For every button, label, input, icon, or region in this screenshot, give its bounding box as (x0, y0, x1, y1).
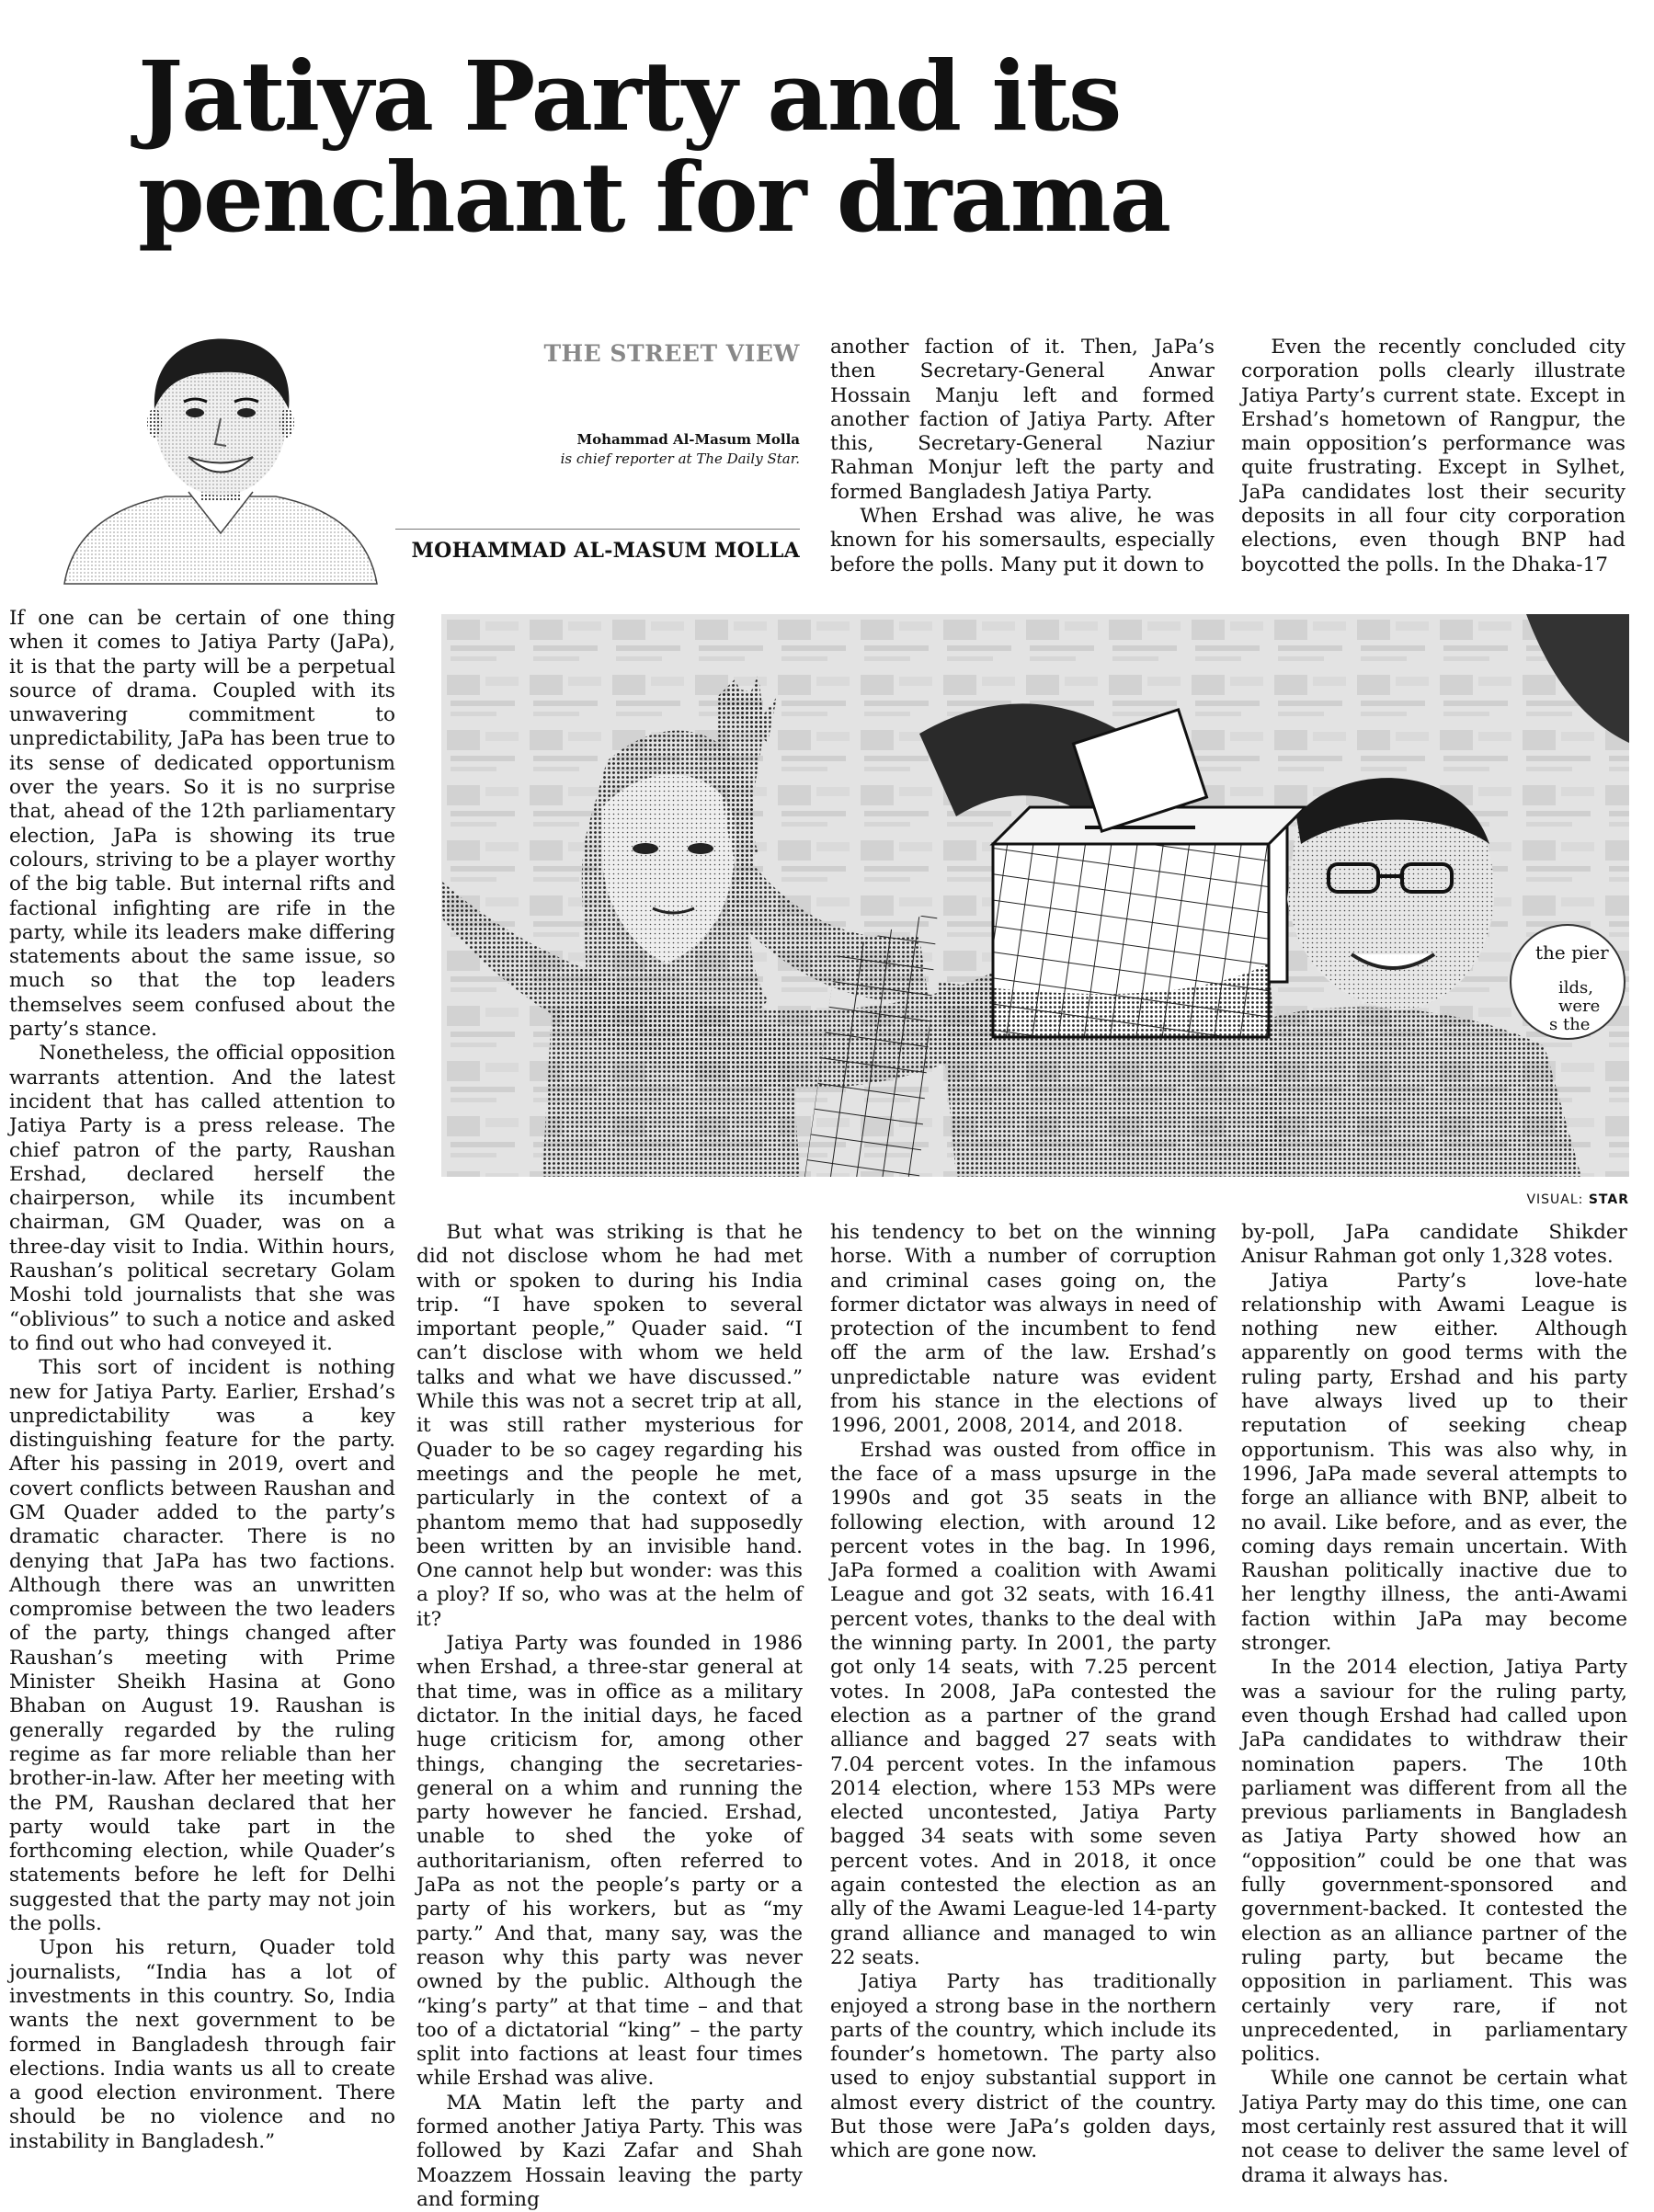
paragraph: While one cannot be certain what Jatiya Party may do this time, one can most certainly rest assured that it will not cease to deliver the same level of drama it always has. (1241, 2067, 1627, 2187)
paragraph: Ershad was ousted from office in the face of a mass upsurge in the 1990s and got 35 seats in the following election, with around 12 percent votes in the bag. In 1996, JaPa formed a coalition with Awami League and got 32 seats, with 16.41 percent votes, thanks to the deal with the winning party. In 2001, the party got only 14 seats, with 7.25 percent votes. In 2008, JaPa contested the election as a partner of the grand alliance and bagged 27 seats with 7.04 percent votes. In the infamous 2014 election, where 153 MPs were elected uncontested, Jatiya Party bagged 34 seats with some seven percent votes. And in 2018, it once again contested the election as an ally of the Awami League-led 14-party grand alliance and managed to win 22 seats. (830, 1438, 1216, 1969)
illustration (441, 614, 1629, 1177)
column-name: THE STREET VIEW (543, 340, 800, 367)
paragraph: If one can be certain of one thing when it comes to Jatiya Party (JaPa), it is that the party will be a perpetual source of drama. Coupled with its unwavering commitment to unpredictability, JaPa has been true to its sense of dedicated opportunism over the years. So it is no surprise that, ahead of the 12th parliamentary election, JaPa is showing its true colours, striving to be a player worthy of the big table. But internal rifts and factional infighting are rife in the party, while its leaders make differing statements about the same issue, so much so that the top leaders themselves seem confused about the party’s stance. (9, 607, 395, 1042)
author-bio-role: is chief reporter at The Daily Star. (560, 450, 800, 467)
article-column-2 (416, 1221, 803, 2211)
article-column-1 (9, 607, 395, 2188)
headline-line-2: penchant for drama (138, 141, 1170, 255)
ballot-sign-text: the pier (1535, 941, 1609, 963)
paragraph: Jatiya Party has traditionally enjoyed a strong base in the northern parts of the country, which include its founder’s hometown. The party also used to enjoy substantial support in almost every district of the country. But those were JaPa’s golden days, which are gone now. (830, 1970, 1216, 2163)
ballot-sign-text: were (1558, 997, 1601, 1016)
headline (138, 40, 1425, 255)
article-column-3 (830, 1221, 1216, 2188)
illustration-credit (1416, 1192, 1629, 1207)
paragraph: Even the recently concluded city corporation polls clearly illustrate Jatiya Party’s current state. Except in Ershad’s hometown of Rangpur, the main opposition’s performance was quite frustrating. Except in Sylhet, JaPa candidates lost their security deposits in all four city corporation elections, even though BNP had boycotted the polls. In the Dhaka-17 (1241, 336, 1625, 576)
paragraph: Upon his return, Quader told journalists, “India has a lot of investments in this country. So, India wants the next government to be formed in Bangladesh through fair elections. India wants us all to create a good election environment. There should be no violence and no instability in Bangladesh.” (9, 1936, 395, 2153)
article-column-4-top (1241, 336, 1625, 584)
paragraph: his tendency to bet on the winning horse. With a number of corruption and criminal cases going on, the former dictator was always in need of protection of the incumbent to fend off the arm of the law. Ershad’s unpredictable nature was evident from his stance in the elections of 1996, 2001, 2008, 2014, and 2018. (830, 1221, 1216, 1438)
paragraph: MA Matin left the party and formed another Jatiya Party. This was followed by Kazi Zafar and Shah Moazzem Hossain leaving the party and forming (416, 2091, 803, 2211)
paragraph: When Ershad was alive, he was known for his somersaults, especially before the polls. Many put it down to (830, 505, 1215, 576)
headline-line-1: Jatiya Party and its (138, 40, 1121, 153)
author-portrait (46, 317, 395, 584)
ballot-sign-text: ilds, (1558, 978, 1593, 998)
paragraph: another faction of it. Then, JaPa’s then Secretary-General Anwar Hossain Manju left and formed another faction of Jatiya Party. After this, Secretary-General Naziur Rahman Monjur left the party and formed Bangladesh Jatiya Party. (830, 336, 1215, 504)
ballot-sign-text: s the (1549, 1015, 1591, 1034)
byline: MOHAMMAD AL-MASUM MOLLA (411, 539, 800, 563)
credit-source: STAR (1588, 1192, 1629, 1207)
article-column-3-top (830, 336, 1215, 584)
paragraph: by-poll, JaPa candidate Shikder Anisur Rahman got only 1,328 votes. (1241, 1221, 1627, 1269)
article-column-4 (1241, 1221, 1627, 2188)
paragraph: Nonetheless, the official opposition warrants attention. And the latest incident that has called attention to Jatiya Party is a press release. The chief patron of the party, Raushan Ershad, declared herself the chairperson, while its incumbent chairman, GM Quader, was on a three-day visit to India. Within hours, Raushan’s political secretary Golam Moshi told journalists that she was “oblivious” to such a notice and asked to find out who had conveyed it. (9, 1042, 395, 1355)
paragraph: Jatiya Party was founded in 1986 when Ershad, a three-star general at that time, was in office as a military dictator. In the initial days, he faced huge criticism for, among other things, changing the secretaries-general on a whim and running the party however he fancied. Ershad, unable to shed the yoke of authoritarianism, often referred to JaPa as not the people’s party or a party of his workers, but as “my party.” And that, many say, was the reason why this party was never owned by the public. Although the “king’s party” at that time – and that too of a dictatorial “king” – the party split into factions at least four times while Ershad was alive. (416, 1632, 803, 2091)
paragraph: This sort of incident is nothing new for Jatiya Party. Earlier, Ershad’s unpredictability was a key distinguishing feature for the party. After his passing in 2019, overt and covert conflicts between Raushan and GM Quader added to the party’s dramatic character. There is no denying that JaPa has two factions. Although there was an unwritten compromise between the two leaders of the party, things changed after Raushan’s meeting with Prime Minister Sheikh Hasina at Gono Bhaban on August 19. Raushan is generally regarded by the ruling regime as far more reliable than her brother-in-law. After her meeting with the PM, Raushan declared that her party would take part in the forthcoming election, while Quader’s statements before he left for Delhi suggested that the party may not join the polls. (9, 1356, 395, 1936)
paragraph: But what was striking is that he did not disclose whom he had met with or spoken to during his India trip. “I have spoken to several important people,” Quader said. “I can’t disclose with whom we held talks and what we have discussed.” While this was not a secret trip at all, it was still rather mysterious for Quader to be so cagey regarding his meetings and the people he met, particularly in the context of a phantom memo that had supposedly been written by an invisible hand. One cannot help but wonder: was this a ploy? If so, who was at the helm of it? (416, 1221, 803, 1631)
author-bio (460, 430, 800, 469)
paragraph: Jatiya Party’s love-hate relationship with Awami League is nothing new either. Although apparently on good terms with the ruling party, Ershad and his party have always lived up to their reputation of seeking cheap opportunism. This was also why, in 1996, JaPa made several attempts to forge an alliance with BNP, albeit to no avail. Like before, and as ever, the coming days remain uncertain. With Raushan politically inactive due to her lengthy illness, the anti-Awami faction within JaPa may become stronger. (1241, 1269, 1627, 1656)
byline-divider (395, 529, 800, 530)
credit-label: VISUAL: (1526, 1192, 1584, 1207)
paragraph: In the 2014 election, Jatiya Party was a saviour for the ruling party, even though Ershad had called upon JaPa candidates to withdraw their nomination papers. The 10th parliament was different from all the previous parliaments in Bangladesh as Jatiya Party showed how an “opposition” could be one that was fully government-sponsored and government-backed. It contested the election as an alliance partner of the ruling party, but became the opposition in parliament. This was certainly very rare, if not unprecedented, in parliamentary politics. (1241, 1656, 1627, 2067)
author-bio-name: Mohammad Al-Masum Molla (576, 431, 800, 448)
